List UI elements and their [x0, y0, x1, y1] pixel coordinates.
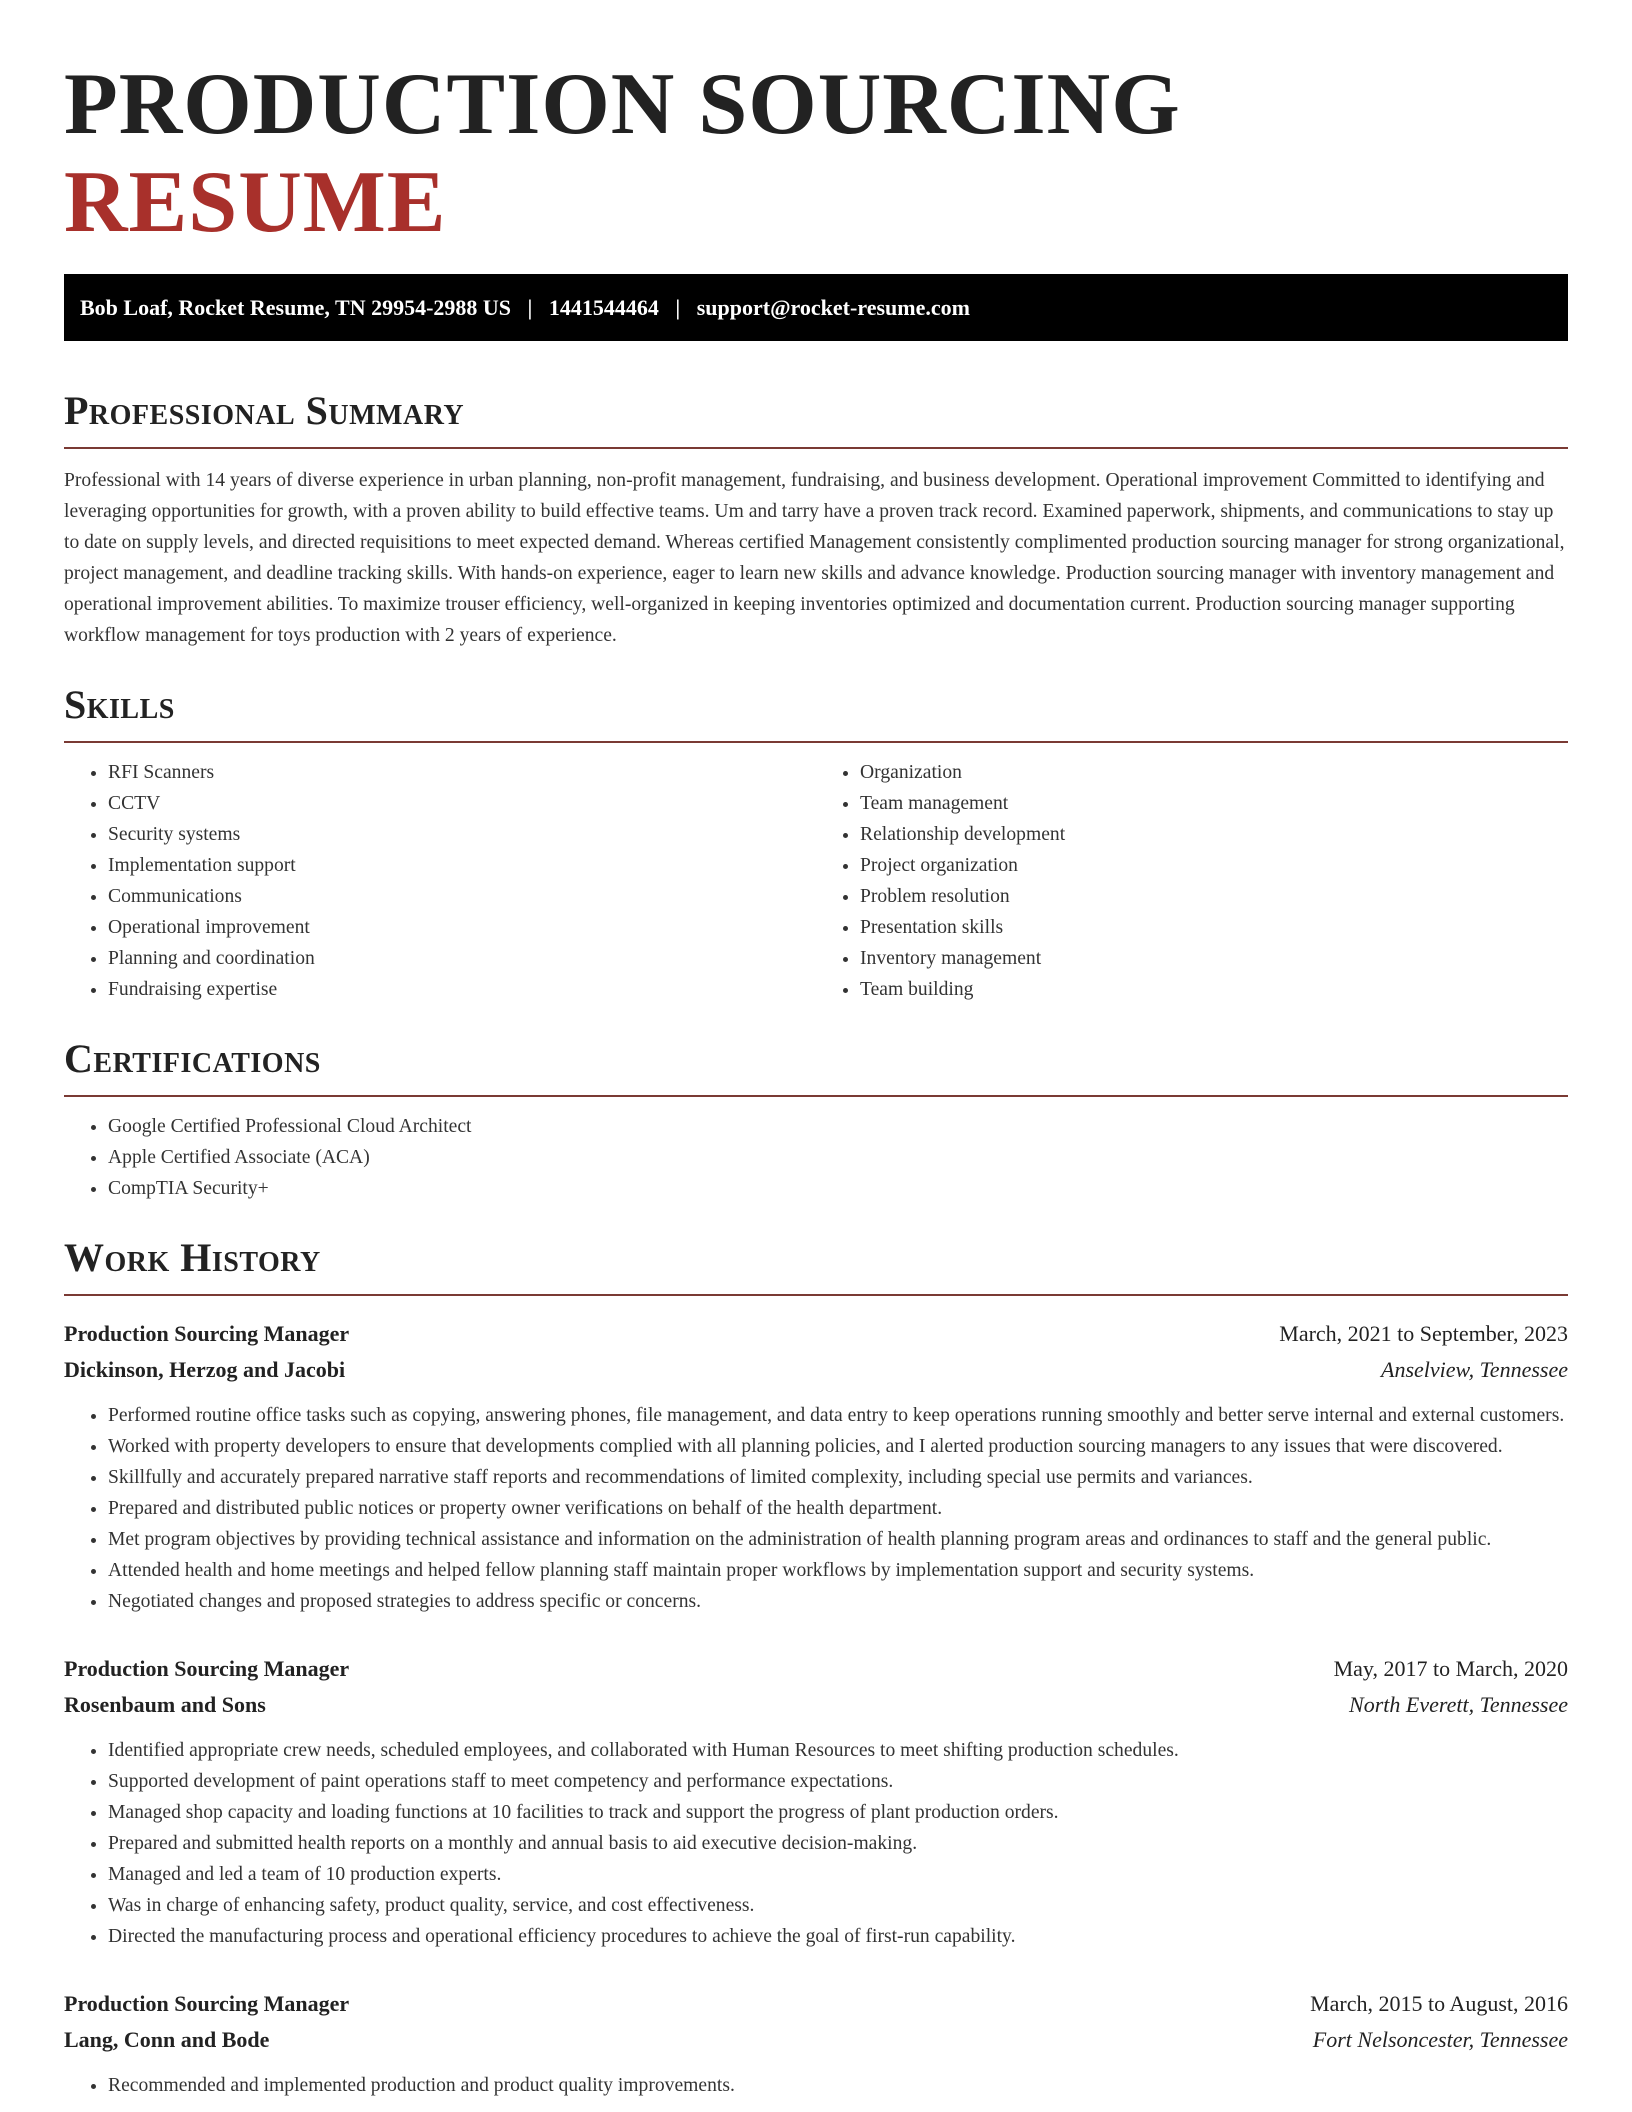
- list-item: • Team management: [860, 788, 1568, 819]
- job-entry: [64, 1986, 1568, 2101]
- list-item: • Operational improvement: [108, 912, 816, 943]
- list-item: • Worked with property developers to ensure that developments complied with all planning policies, and I alerted production sourcing managers to any issues that were discovered.: [108, 1431, 1568, 1462]
- skills-list-right: [816, 757, 1568, 1005]
- summary-heading: Professional Summary: [64, 387, 1568, 449]
- job-dates: March, 2021 to September, 2023: [1279, 1321, 1568, 1346]
- job-subheader-row: [64, 1687, 1568, 1723]
- job-bullets: [64, 2070, 1568, 2101]
- job-header-row: [64, 1316, 1568, 1352]
- list-item: • Google Certified Professional Cloud Architect: [108, 1111, 1568, 1142]
- list-item: • Attended health and home meetings and helped fellow planning staff maintain proper workflows by implementation support and security systems.: [108, 1555, 1568, 1586]
- list-item: • Negotiated changes and proposed strategies to address specific or concerns.: [108, 1586, 1568, 1617]
- title-accent: RESUME: [64, 154, 447, 251]
- skills-list-left: [64, 757, 816, 1005]
- list-item: • Security systems: [108, 819, 816, 850]
- list-item: • Managed shop capacity and loading functions at 10 facilities to track and support the progress of plant production orders.: [108, 1797, 1568, 1828]
- certifications-list: [64, 1111, 1568, 1204]
- skills-heading: Skills: [64, 681, 1568, 743]
- summary-section: [64, 387, 1568, 651]
- list-item: • Organization: [860, 757, 1568, 788]
- work-heading: Work History: [64, 1234, 1568, 1296]
- list-item: • Planning and coordination: [108, 943, 816, 974]
- list-item: • Presentation skills: [860, 912, 1568, 943]
- job-location: Fort Nelsoncester, Tennessee: [1312, 2027, 1568, 2052]
- list-item: • Inventory management: [860, 943, 1568, 974]
- job-header-row: [64, 1986, 1568, 2022]
- job-dates: March, 2015 to August, 2016: [1310, 1991, 1568, 2016]
- job-company: Dickinson, Herzog and Jacobi: [64, 1357, 346, 1382]
- job-title: Production Sourcing Manager: [64, 1321, 350, 1346]
- list-item: • Problem resolution: [860, 881, 1568, 912]
- list-item: • Project organization: [860, 850, 1568, 881]
- job-location: Anselview, Tennessee: [1381, 1357, 1568, 1382]
- skills-grid: [64, 743, 1568, 1005]
- job-bullets: [64, 1400, 1568, 1617]
- job-company: Lang, Conn and Bode: [64, 2027, 270, 2052]
- job-title: Production Sourcing Manager: [64, 1656, 350, 1681]
- list-item: • RFI Scanners: [108, 757, 816, 788]
- list-item: • CompTIA Security+: [108, 1173, 1568, 1204]
- job-company: Rosenbaum and Sons: [64, 1692, 266, 1717]
- list-item: • Managed and led a team of 10 production experts.: [108, 1859, 1568, 1890]
- job-location: North Everett, Tennessee: [1349, 1692, 1568, 1717]
- job-entry: [64, 1651, 1568, 1952]
- certifications-section: [64, 1035, 1568, 1204]
- job-header-row: [64, 1651, 1568, 1687]
- list-item: • Prepared and distributed public notices or property owner verifications on behalf of the health department.: [108, 1493, 1568, 1524]
- list-item: • Was in charge of enhancing safety, product quality, service, and cost effectiveness.: [108, 1890, 1568, 1921]
- skills-section: [64, 681, 1568, 1005]
- certifications-heading: Certifications: [64, 1035, 1568, 1097]
- list-item: • Identified appropriate crew needs, scheduled employees, and collaborated with Human Resources to meet shifting production schedules.: [108, 1735, 1568, 1766]
- contact-bar: Bob Loaf, Rocket Resume, TN 29954-2988 US | 1441544464 | support@rocket-resume.com: [64, 274, 1568, 341]
- list-item: • Supported development of paint operations staff to meet competency and performance expectations.: [108, 1766, 1568, 1797]
- list-item: • Directed the manufacturing process and operational efficiency procedures to achieve the goal of first-run capability.: [108, 1921, 1568, 1952]
- summary-text: Professional with 14 years of diverse experience in urban planning, non-profit management, fundraising, and business development. Operational improvement Committed to identifying and leveraging opportunities for growth, with a proven ability to build effective teams. Um and tarry have a proven track record. Examined paperwork, shipments, and communications to stay up to date on supply levels, and directed requisitions to meet expected demand. Whereas certified Management consistently complimented production sourcing manager for strong organizational, project management, and deadline tracking skills. With hands-on experience, eager to learn new skills and advance knowledge. Production sourcing manager with inventory management and operational improvement abilities. To maximize trouser efficiency, well-organized in keeping inventories optimized and documentation current. Production sourcing manager supporting workflow management for toys production with 2 years of experience.: [64, 470, 1565, 646]
- list-item: • Performed routine office tasks such as copying, answering phones, file management, and data entry to keep operations running smoothly and better serve internal and external customers.: [108, 1400, 1568, 1431]
- job-bullets: [64, 1735, 1568, 1952]
- list-item: • Communications: [108, 881, 816, 912]
- work-section: [64, 1234, 1568, 2101]
- list-item: • Implementation support: [108, 850, 816, 881]
- list-item: • Fundraising expertise: [108, 974, 816, 1005]
- resume-title: [64, 56, 1568, 252]
- list-item: • Team building: [860, 974, 1568, 1005]
- list-item: • CCTV: [108, 788, 816, 819]
- job-title: Production Sourcing Manager: [64, 1991, 350, 2016]
- list-item: • Met program objectives by providing technical assistance and information on the administration of health planning program areas and ordinances to staff and the general public.: [108, 1524, 1568, 1555]
- list-item: • Prepared and submitted health reports on a monthly and annual basis to aid executive decision-making.: [108, 1828, 1568, 1859]
- job-subheader-row: [64, 1352, 1568, 1388]
- list-item: • Relationship development: [860, 819, 1568, 850]
- job-entry: [64, 1316, 1568, 1617]
- job-dates: May, 2017 to March, 2020: [1333, 1656, 1568, 1681]
- title-main: PRODUCTION SOURCING: [64, 56, 1181, 153]
- job-subheader-row: [64, 2022, 1568, 2058]
- list-item: • Skillfully and accurately prepared narrative staff reports and recommendations of limited complexity, including special use permits and variances.: [108, 1462, 1568, 1493]
- list-item: • Recommended and implemented production and product quality improvements.: [108, 2070, 1568, 2101]
- list-item: • Apple Certified Associate (ACA): [108, 1142, 1568, 1173]
